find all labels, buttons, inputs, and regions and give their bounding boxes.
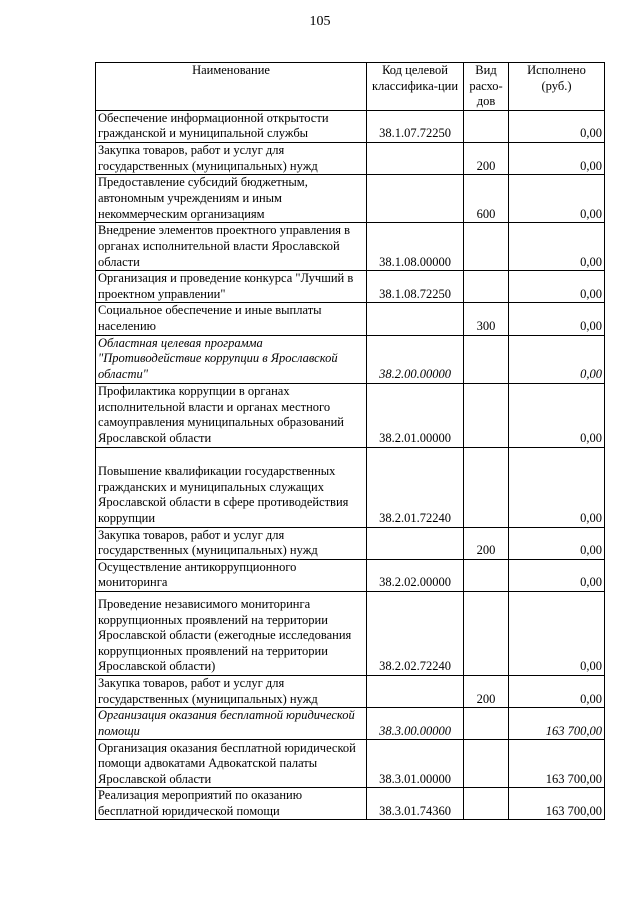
cell-kind: [464, 708, 509, 740]
cell-kind: [464, 223, 509, 271]
cell-name: Проведение независимого мониторинга коррупционных проявлений на территории Ярославской области (ежегодные исследования коррупционных проявлений на территории Ярославской области): [96, 591, 367, 675]
table-row: [96, 383, 605, 447]
cell-kind: [464, 110, 509, 142]
cell-kind: 200: [464, 142, 509, 174]
cell-code: [367, 175, 464, 223]
cell-name: Профилактика коррупции в органах исполнительной власти и органах местного самоуправления муниципальных образований Ярославской области: [96, 383, 367, 447]
cell-name: Организация оказания бесплатной юридической помощи: [96, 708, 367, 740]
table-row: [96, 591, 605, 675]
cell-code: 38.3.01.00000: [367, 740, 464, 788]
cell-amount: 0,00: [509, 447, 605, 527]
header-amount: Исполнено (руб.): [509, 63, 605, 111]
cell-amount: 0,00: [509, 175, 605, 223]
cell-kind: [464, 447, 509, 527]
budget-table: [95, 62, 605, 820]
cell-kind: [464, 271, 509, 303]
cell-code: 38.2.01.72240: [367, 447, 464, 527]
cell-name: Социальное обеспечение и иные выплаты населению: [96, 303, 367, 335]
cell-name: Организация оказания бесплатной юридической помощи адвокатами Адвокатской палаты Ярославской области: [96, 740, 367, 788]
table-row: [96, 110, 605, 142]
cell-code: 38.1.08.72250: [367, 271, 464, 303]
cell-amount: 0,00: [509, 223, 605, 271]
cell-amount: 0,00: [509, 303, 605, 335]
table-row: [96, 559, 605, 591]
table-row: [96, 708, 605, 740]
cell-amount: 0,00: [509, 110, 605, 142]
table-row: [96, 740, 605, 788]
cell-name: Закупка товаров, работ и услуг для государственных (муниципальных) нужд: [96, 675, 367, 707]
cell-kind: [464, 740, 509, 788]
cell-code: [367, 675, 464, 707]
table-row: [96, 271, 605, 303]
table-row: [96, 303, 605, 335]
table-row: [96, 788, 605, 820]
table-header-row: [96, 63, 605, 111]
cell-amount: 163 700,00: [509, 708, 605, 740]
cell-code: 38.1.07.72250: [367, 110, 464, 142]
table-row: [96, 142, 605, 174]
cell-kind: [464, 591, 509, 675]
cell-kind: [464, 788, 509, 820]
cell-amount: 0,00: [509, 527, 605, 559]
cell-amount: 0,00: [509, 675, 605, 707]
table-row: [96, 447, 605, 527]
cell-code: [367, 527, 464, 559]
table-row: [96, 335, 605, 383]
cell-code: 38.1.08.00000: [367, 223, 464, 271]
cell-name: Предоставление субсидий бюджетным, автономным учреждениям и иным некоммерческим организациям: [96, 175, 367, 223]
cell-amount: 0,00: [509, 142, 605, 174]
cell-amount: 0,00: [509, 559, 605, 591]
header-kind: Вид расхо-дов: [464, 63, 509, 111]
cell-name: Закупка товаров, работ и услуг для государственных (муниципальных) нужд: [96, 142, 367, 174]
cell-kind: 200: [464, 675, 509, 707]
cell-amount: 163 700,00: [509, 788, 605, 820]
cell-name: Областная целевая программа "Противодействие коррупции в Ярославской области": [96, 335, 367, 383]
cell-code: [367, 142, 464, 174]
cell-amount: 0,00: [509, 271, 605, 303]
page-number: 105: [309, 14, 331, 29]
cell-code: [367, 303, 464, 335]
cell-name: Реализация мероприятий по оказанию бесплатной юридической помощи: [96, 788, 367, 820]
cell-name: Осуществление антикоррупционного мониторинга: [96, 559, 367, 591]
cell-amount: 0,00: [509, 383, 605, 447]
table-body: [96, 110, 605, 820]
table-row: [96, 175, 605, 223]
table-row: [96, 223, 605, 271]
cell-code: 38.2.02.72240: [367, 591, 464, 675]
cell-name: Закупка товаров, работ и услуг для государственных (муниципальных) нужд: [96, 527, 367, 559]
table-row: [96, 675, 605, 707]
cell-code: 38.2.02.00000: [367, 559, 464, 591]
cell-name: Повышение квалификации государственных гражданских и муниципальных служащих Ярославской области в сфере противодействия коррупции: [96, 447, 367, 527]
table-row: [96, 527, 605, 559]
cell-kind: [464, 335, 509, 383]
cell-kind: 600: [464, 175, 509, 223]
cell-name: Обеспечение информационной открытости гражданской и муниципальной службы: [96, 110, 367, 142]
cell-name: Организация и проведение конкурса "Лучший в проектном управлении": [96, 271, 367, 303]
cell-kind: 200: [464, 527, 509, 559]
cell-kind: 300: [464, 303, 509, 335]
header-name: Наименование: [96, 63, 367, 111]
cell-code: 38.3.01.74360: [367, 788, 464, 820]
cell-amount: 0,00: [509, 335, 605, 383]
cell-name: Внедрение элементов проектного управления в органах исполнительной власти Ярославской области: [96, 223, 367, 271]
cell-amount: 163 700,00: [509, 740, 605, 788]
cell-code: 38.2.01.00000: [367, 383, 464, 447]
cell-amount: 0,00: [509, 591, 605, 675]
cell-kind: [464, 383, 509, 447]
header-code: Код целевой классифика-ции: [367, 63, 464, 111]
cell-code: 38.2.00.00000: [367, 335, 464, 383]
cell-kind: [464, 559, 509, 591]
cell-code: 38.3.00.00000: [367, 708, 464, 740]
